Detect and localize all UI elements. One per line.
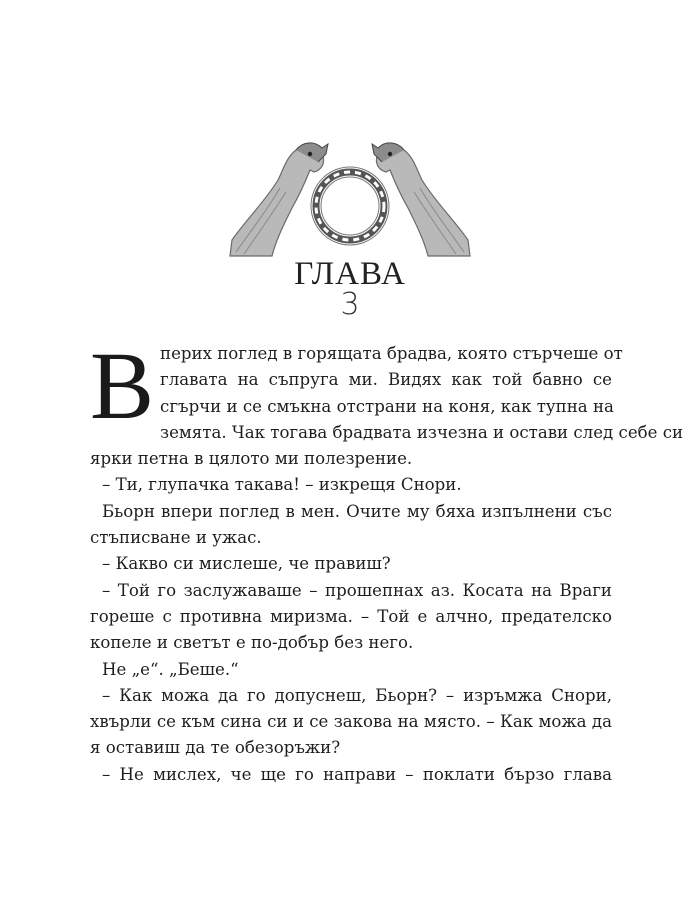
text-line: перих поглед в горящата брадва, която стърчеше от: [160, 344, 623, 363]
text-line: Бьорн впери поглед в мен. Очите му бяха изпълнени със: [102, 501, 612, 521]
text-line: – Не мислех, че ще го направи – поклати бързо глава: [102, 764, 612, 784]
text-line: ярки петна в цялото ми полезрение.: [90, 449, 413, 469]
text-line: копеле и светът е по-добър без него.: [90, 633, 414, 653]
text-line: – Какво си мислеше, че правиш?: [102, 554, 391, 574]
viking-ornament-icon: [226, 140, 474, 260]
chapter-number: 3: [340, 287, 360, 322]
text-line: – Как можа да го допуснеш, Бьорн? – изръмжа Снори,: [102, 685, 612, 705]
text-line: – Той го заслужаваше – прошепнах аз. Косата на Враги: [102, 580, 612, 600]
text-line: земята. Чак тогава брадвата изчезна и остави след себе си: [160, 422, 684, 442]
drop-cap: В: [90, 332, 155, 439]
text-line: Не „е“. „Беше.“: [102, 659, 239, 679]
chapter-heading: ГЛАВА: [294, 256, 406, 292]
text-line: стъписване и ужас.: [90, 528, 262, 548]
text-line: я оставиш да те обезоръжи?: [90, 738, 341, 758]
text-line: гореше с противна миризма. – Той е алчно, предателско: [90, 606, 612, 626]
chapter-body: [90, 332, 684, 788]
text-line: – Ти, глупачка такава! – изкрещя Снори.: [102, 475, 462, 495]
text-line: главата на съпруга ми. Видях как той бавно се: [160, 370, 612, 390]
text-line: сгърчи и се смъкна отстрани на коня, как тупна на: [160, 396, 614, 416]
text-line: хвърли се към сина си и се закова на място. – Как можа да: [90, 712, 612, 732]
